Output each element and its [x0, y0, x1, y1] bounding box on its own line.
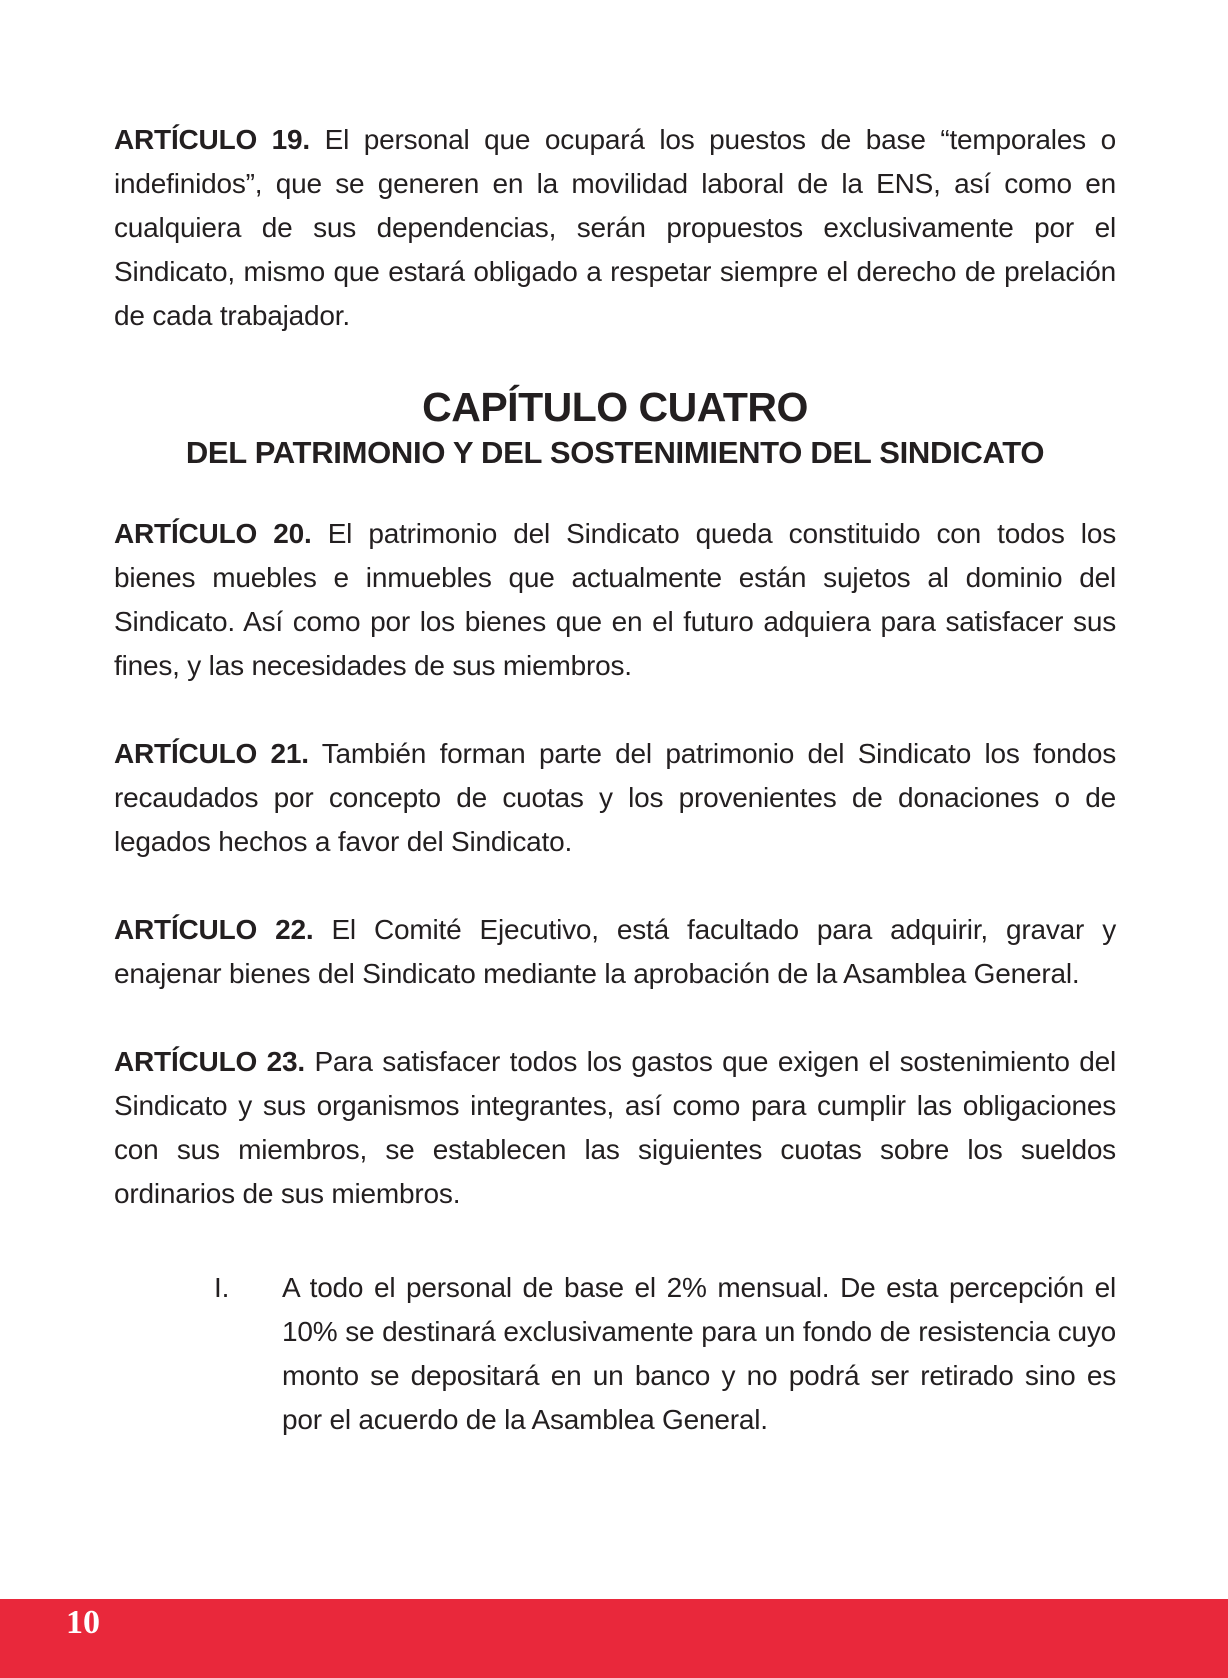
page-number: 10 [66, 1604, 100, 1641]
list-numeral: I. [214, 1272, 230, 1303]
footer-bar [0, 1599, 1228, 1678]
clause-list [214, 1266, 1116, 1442]
chapter-subtitle: DEL PATRIMONIO Y DEL SOSTENIMIENTO DEL SINDICATO [185, 435, 1045, 470]
article-19-label: ARTÍCULO 19. [114, 124, 310, 155]
article-20-paragraph [114, 512, 1116, 688]
article-23-paragraph [114, 1040, 1116, 1216]
chapter-heading [114, 382, 1116, 474]
article-22-paragraph [114, 908, 1116, 996]
list-item [214, 1266, 1116, 1442]
article-20-label: ARTÍCULO 20. [114, 518, 312, 549]
article-22-body: El Comité Ejecutivo, está facultado para adquirir, gravar y enajenar bienes del Sindicato mediante la aprobación de la Asamblea General. [114, 914, 1116, 989]
article-22-label: ARTÍCULO 22. [114, 914, 314, 945]
article-23-body: Para satisfacer todos los gastos que exigen el sostenimiento del Sindicato y sus organismos integrantes, así como para cumplir las obligaciones con sus miembros, se establecen las siguientes cuotas sobre los sueldos ordinarios de sus miembros. [114, 1046, 1117, 1209]
article-19-paragraph [114, 118, 1116, 338]
list-item-text: A todo el personal de base el 2% mensual. De esta percepción el 10% se destinará exclusivamente para un fondo de resistencia cuyo monto se depositará en un banco y no podrá ser retirado sino es por el acuerdo de la Asamblea General. [282, 1272, 1116, 1435]
article-21-paragraph [114, 732, 1116, 864]
article-21-body: También forman parte del patrimonio del Sindicato los fondos recaudados por concepto de cuotas y los provenientes de donaciones o de legados hechos a favor del Sindicato. [114, 738, 1116, 857]
article-21-label: ARTÍCULO 21. [114, 738, 309, 769]
chapter-title: CAPÍTULO CUATRO [422, 384, 808, 430]
article-19-body: El personal que ocupará los puestos de base “temporales o indefinidos”, que se generen en la movilidad laboral de la ENS, así como en cualquiera de sus dependencias, serán propuestos exclusivamente por el Sindicato, mismo que estará obligado a respetar siempre el derecho de prelación de cada trabajador. [114, 124, 1116, 331]
article-20-body: El patrimonio del Sindicato queda constituido con todos los bienes muebles e inmuebles que actualmente están sujetos al dominio del Sindicato. Así como por los bienes que en el futuro adquiera para satisfacer sus fines, y las necesidades de sus miembros. [114, 518, 1116, 681]
article-23-label: ARTÍCULO 23. [114, 1046, 305, 1077]
